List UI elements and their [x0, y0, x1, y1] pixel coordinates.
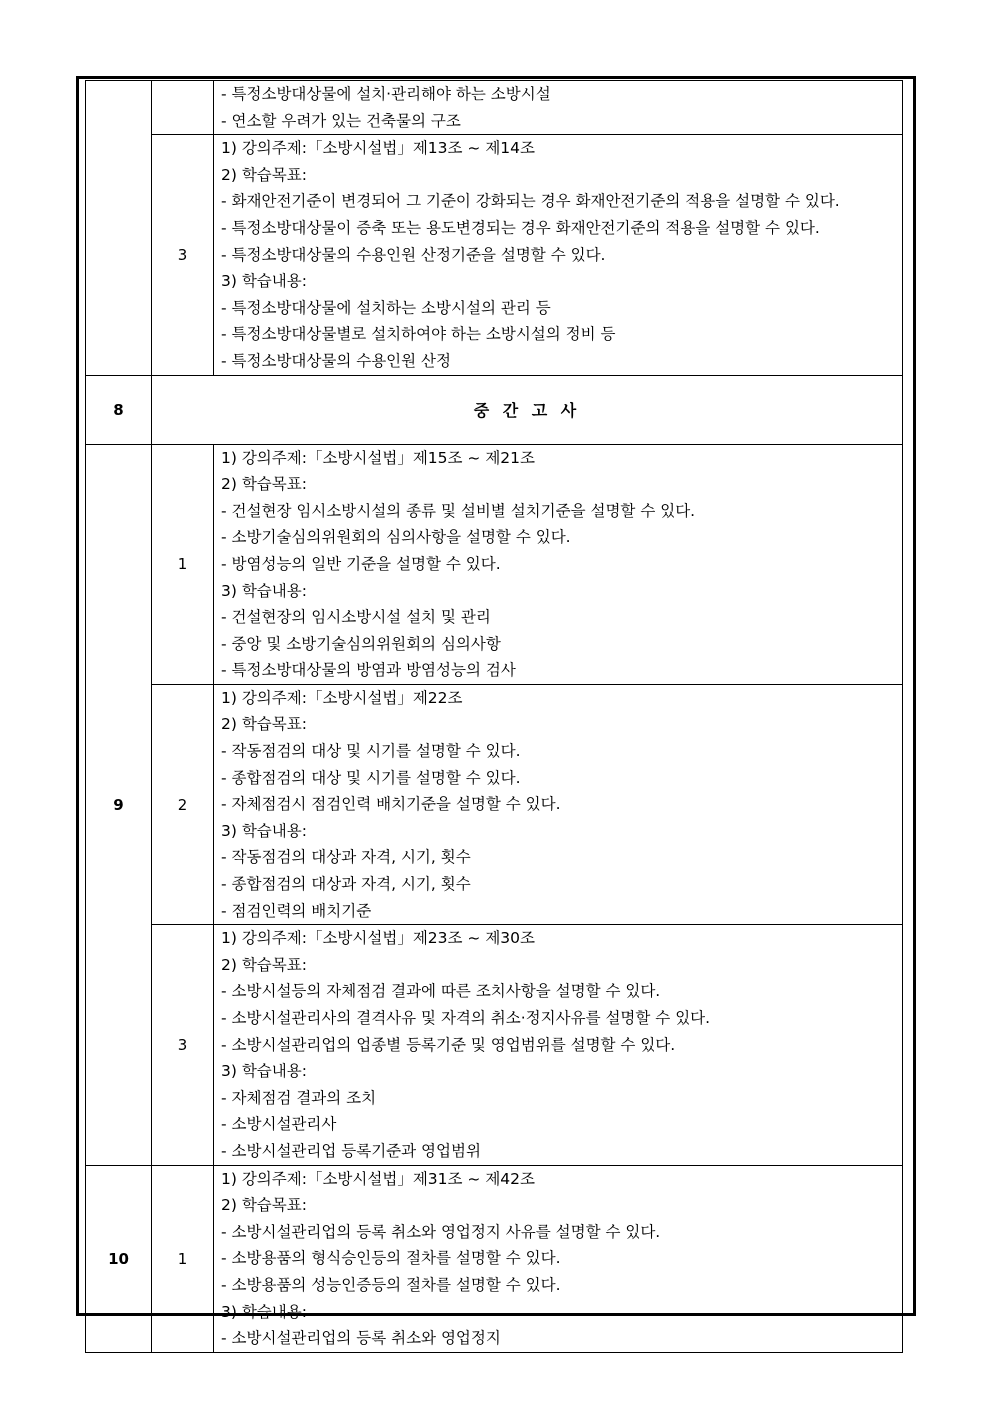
session-cell: 1 [152, 1165, 214, 1352]
content-line: - 건설현장 임시소방시설의 종류 및 설비별 설치기준을 설명할 수 있다. [221, 501, 696, 520]
session-cell: 1 [152, 444, 214, 684]
content-line: - 소방용품의 형식승인등의 절차를 설명할 수 있다. [221, 1249, 561, 1268]
session-cell: 3 [152, 135, 214, 375]
content-line: - 연소할 우려가 있는 건축물의 구조 [221, 111, 461, 130]
content-line: - 특정소방대상물이 증축 또는 용도변경되는 경우 화재안전기준의 적용을 설명할 수 있다. [221, 218, 820, 237]
content-cell [214, 925, 903, 1165]
content-cell [214, 444, 903, 684]
content-line: 3) 학습내용: [221, 1062, 307, 1081]
content-line: 2) 학습목표: [221, 955, 307, 974]
week-cell [86, 81, 152, 376]
content-line: 1) 강의주제:「소방시설법」제22조 [221, 688, 463, 707]
content-line: - 작동점검의 대상과 자격, 시기, 횟수 [221, 848, 471, 867]
content-line: 3) 학습내용: [221, 1302, 307, 1321]
content-line: - 소방시설관리사의 결격사유 및 자격의 취소·정지사유를 설명할 수 있다. [221, 1009, 711, 1027]
content-line: 2) 학습목표: [221, 165, 307, 184]
session-cell [152, 81, 214, 135]
content-line: 1) 강의주제:「소방시설법」제23조 ~ 제30조 [221, 929, 535, 948]
midterm-exam-label: 중 간 고 사 [152, 375, 903, 444]
table-row [86, 1165, 903, 1352]
content-line: - 중앙 및 소방기술심의위원회의 심의사항 [221, 634, 501, 653]
content-line: 3) 학습내용: [221, 581, 307, 600]
content-line: - 소방기술심의위원회의 심의사항을 설명할 수 있다. [221, 528, 571, 547]
content-line: - 특정소방대상물의 수용인원 산정 [221, 351, 451, 370]
content-line: - 특정소방대상물의 방염과 방염성능의 검사 [221, 661, 516, 680]
session-cell: 2 [152, 684, 214, 924]
content-line: 2) 학습목표: [221, 1196, 307, 1215]
table-row [86, 684, 903, 924]
week-cell: 9 [86, 444, 152, 1165]
content-line: - 소방시설등의 자체점검 결과에 따른 조치사항을 설명할 수 있다. [221, 982, 661, 1001]
content-line: 1) 강의주제:「소방시설법」제15조 ~ 제21조 [221, 448, 535, 467]
content-line: - 소방용품의 성능인증등의 절차를 설명할 수 있다. [221, 1275, 561, 1294]
content-line: - 소방시설관리업의 등록 취소와 영업정지 [221, 1329, 501, 1348]
table-row [86, 135, 903, 375]
content-line: - 특정소방대상물별로 설치하여야 하는 소방시설의 정비 등 [221, 325, 616, 344]
content-line: - 점검인력의 배치기준 [221, 901, 372, 920]
content-line: - 종합점검의 대상과 자격, 시기, 횟수 [221, 875, 471, 894]
content-line: - 특정소방대상물에 설치·관리해야 하는 소방시설 [221, 85, 551, 103]
content-line: - 특정소방대상물의 수용인원 산정기준을 설명할 수 있다. [221, 245, 606, 264]
table-row [86, 375, 903, 444]
content-line: - 특정소방대상물에 설치하는 소방시설의 관리 등 [221, 298, 551, 317]
table-row [86, 444, 903, 684]
content-line: - 작동점검의 대상 및 시기를 설명할 수 있다. [221, 742, 521, 761]
content-line: 2) 학습목표: [221, 715, 307, 734]
content-line: - 소방시설관리사 [221, 1115, 337, 1134]
content-line: - 자체점검시 점검인력 배치기준을 설명할 수 있다. [221, 795, 561, 814]
content-cell [214, 1165, 903, 1352]
week-cell: 8 [86, 375, 152, 444]
content-line: 1) 강의주제:「소방시설법」제31조 ~ 제42조 [221, 1169, 535, 1188]
content-cell [214, 81, 903, 135]
content-line: - 방염성능의 일반 기준을 설명할 수 있다. [221, 554, 501, 573]
content-line: - 화재안전기준이 변경되어 그 기준이 강화되는 경우 화재안전기준의 적용을 설명할 수 있다. [221, 192, 840, 211]
content-line: - 건설현장의 임시소방시설 설치 및 관리 [221, 608, 491, 627]
content-line: - 자체점검 결과의 조치 [221, 1088, 377, 1107]
content-cell [214, 135, 903, 375]
content-line: 2) 학습목표: [221, 475, 307, 494]
content-line: - 종합점검의 대상 및 시기를 설명할 수 있다. [221, 768, 521, 787]
content-line: - 소방시설관리업 등록기준과 영업범위 [221, 1141, 481, 1160]
table-row [86, 925, 903, 1165]
content-line: - 소방시설관리업의 업종별 등록기준 및 영업범위를 설명할 수 있다. [221, 1035, 676, 1054]
session-cell: 3 [152, 925, 214, 1165]
content-line: 1) 강의주제:「소방시설법」제13조 ~ 제14조 [221, 139, 535, 158]
content-line: 3) 학습내용: [221, 272, 307, 291]
syllabus-table [85, 80, 903, 1353]
content-line: 3) 학습내용: [221, 821, 307, 840]
content-cell [214, 684, 903, 924]
week-cell: 10 [86, 1165, 152, 1352]
table-row [86, 81, 903, 135]
content-line: - 소방시설관리업의 등록 취소와 영업정지 사유를 설명할 수 있다. [221, 1222, 661, 1241]
